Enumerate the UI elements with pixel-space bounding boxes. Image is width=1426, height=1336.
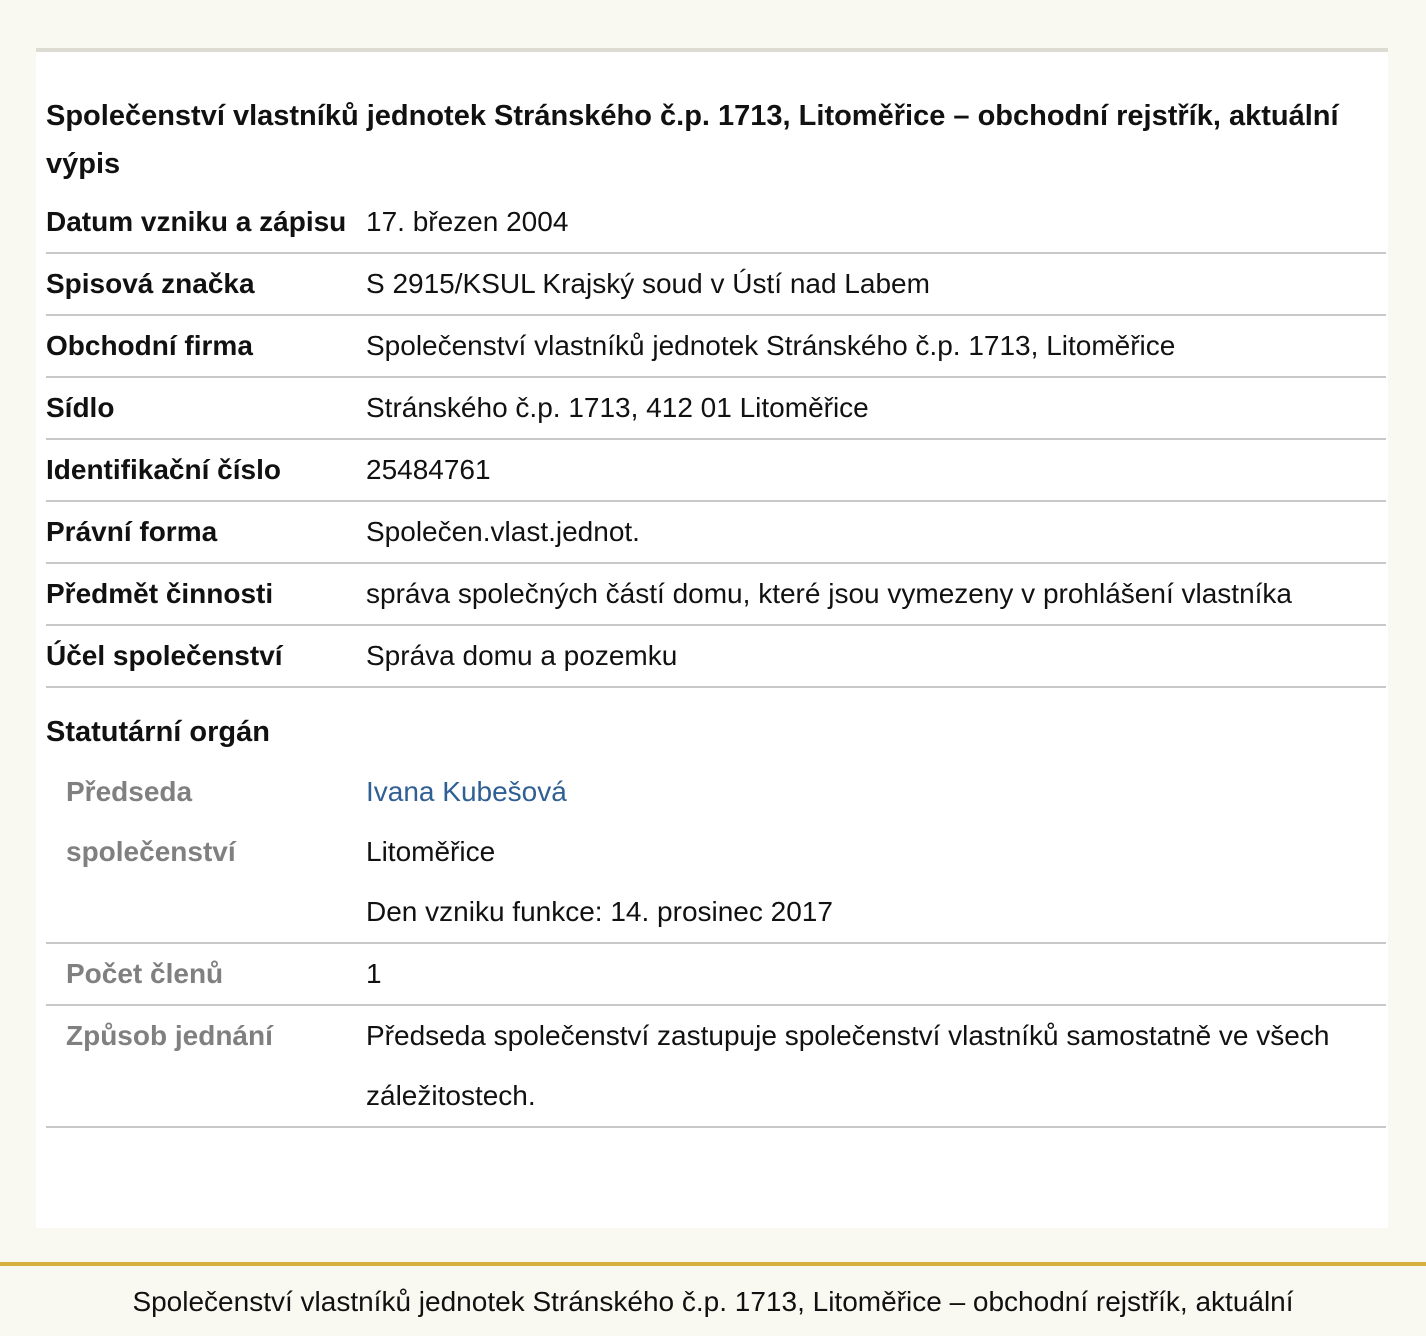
register-extract-card [36, 52, 1388, 1228]
row-label: Předmět činnosti [46, 578, 274, 609]
row-file-number [46, 254, 1386, 316]
row-label: Právní forma [46, 516, 218, 547]
extract-table [46, 192, 1386, 1128]
row-id-number [46, 440, 1386, 502]
row-seat [46, 378, 1386, 440]
statutory-body-heading: Statutární orgán [46, 716, 270, 748]
row-label: Obchodní firma [46, 330, 253, 361]
row-value: 17. březen 2004 [366, 206, 569, 237]
row-value: správa společných částí domu, které jsou vymezeny v prohlášení vlastníka [366, 578, 1292, 609]
row-label: Identifikační číslo [46, 454, 281, 485]
row-value: 25484761 [366, 454, 491, 485]
row-label: Sídlo [46, 392, 115, 423]
row-label: Datum vzniku a zápisu [46, 206, 347, 237]
footer-title: Společenství vlastníků jednotek Stránského č.p. 1713, Litoměřice – obchodní rejstřík, aktuální [132, 1286, 1294, 1317]
footer-divider [0, 1262, 1426, 1266]
chairperson-since: Den vzniku funkce: 14. prosinec 2017 [366, 896, 833, 927]
chairperson-details [366, 762, 1386, 942]
row-value: Společenství vlastníků jednotek Stránského č.p. 1713, Litoměřice [366, 330, 1176, 361]
row-label: Spisová značka [46, 268, 255, 299]
row-label: Počet členů [66, 958, 224, 989]
row-value: 1 [366, 958, 382, 989]
row-value: Správa domu a pozemku [366, 640, 678, 671]
page-title: Společenství vlastníků jednotek Stránského č.p. 1713, Litoměřice – obchodní rejstřík, aktuální výpis [46, 100, 1339, 180]
row-founding-date [46, 192, 1386, 254]
row-value: Předseda společenství zastupuje společenství vlastníků samostatně ve všech záležitostech. [366, 1020, 1330, 1111]
row-member-count [46, 944, 1386, 1006]
row-value: Stránského č.p. 1713, 412 01 Litoměřice [366, 392, 869, 423]
row-purpose [46, 626, 1386, 688]
row-business-activity [46, 564, 1386, 626]
row-label: Způsob jednání [66, 1020, 273, 1051]
row-chairperson [46, 762, 1386, 944]
row-label: Předseda společenství [66, 776, 236, 867]
row-legal-form [46, 502, 1386, 564]
row-value: Společen.vlast.jednot. [366, 516, 640, 547]
row-business-name [46, 316, 1386, 378]
chairperson-name-link[interactable]: Ivana Kubešová [366, 776, 567, 807]
row-value: S 2915/KSUL Krajský soud v Ústí nad Labem [366, 268, 930, 299]
chairperson-city: Litoměřice [366, 836, 496, 867]
row-label: Účel společenství [46, 640, 283, 671]
row-conduct [46, 1006, 1386, 1128]
